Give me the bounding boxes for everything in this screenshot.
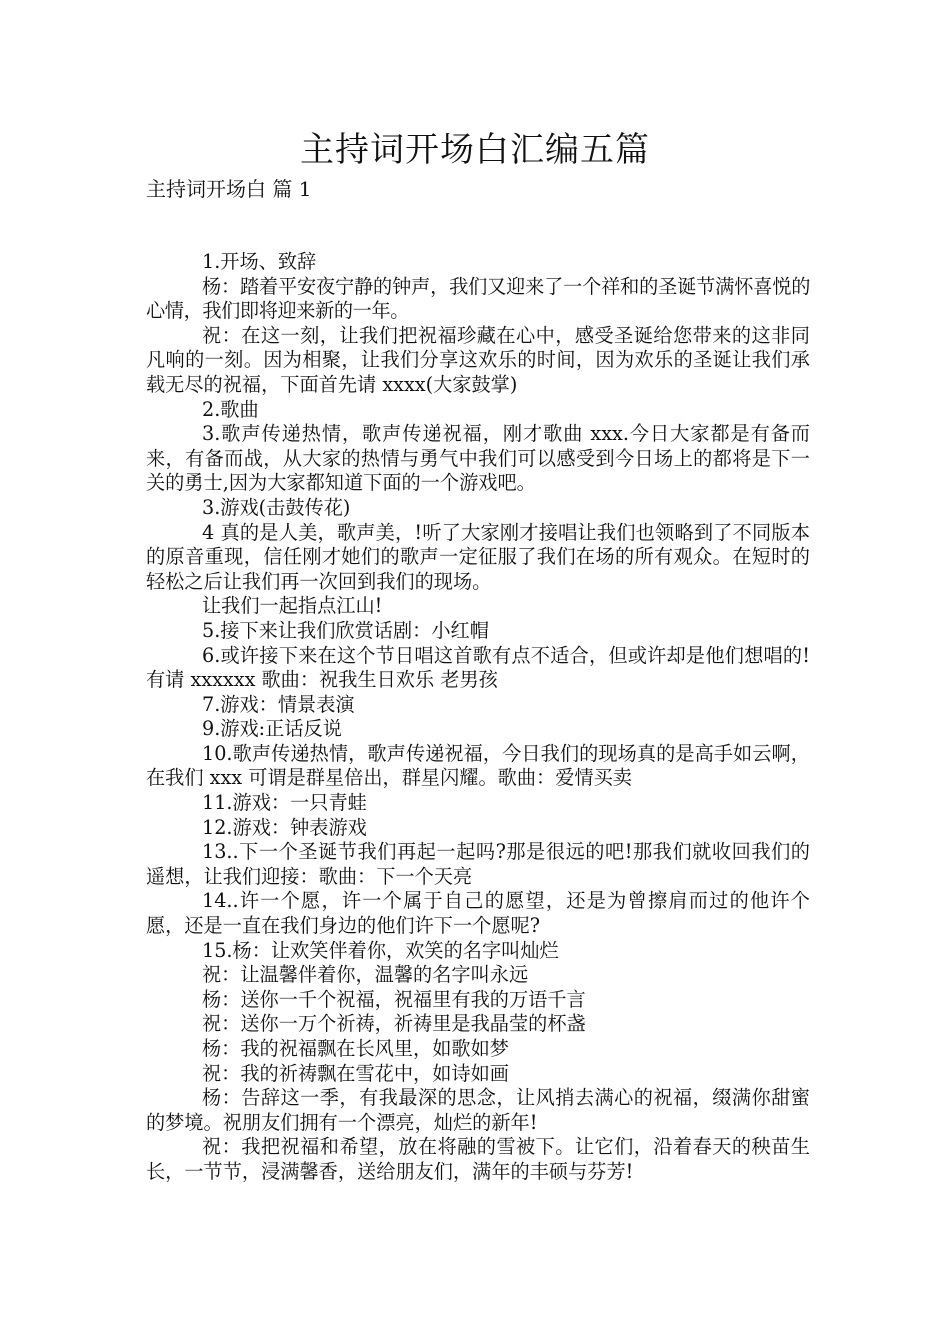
paragraph: 祝：我把祝福和希望，放在将融的雪被下。让它们，沿着春天的秧苗生长，一节节，浸满馨香，送给朋友们，满年的丰硕与芬芳! [146, 1135, 810, 1183]
paragraph: 11.游戏：一只青蛙 [202, 791, 367, 815]
paragraph: 12.游戏：钟表游戏 [202, 815, 367, 839]
paragraph: 杨：我的祝福飘在长风里，如歌如梦 [202, 1037, 509, 1060]
paragraph: 6.或许接下来在这个节日唱这首歌有点不适合，但或许却是他们想唱的!有请 xxxxxx 歌曲：祝我生日欢乐 老男孩 [146, 643, 810, 692]
paragraph: 2.歌曲 [202, 397, 259, 421]
paragraph: 5.接下来让我们欣赏话剧：小红帽 [202, 618, 489, 642]
paragraph: 4 真的是人美，歌声美，!听了大家刚才接唱让我们也领略到了不同版本的原音重现，信任刚才她们的歌声一定征服了我们在场的所有观众。在短时的轻松之后让我们再一次回到我们的现场。 [146, 520, 810, 593]
section-heading: 主持词开场白 篇 1 [146, 177, 312, 201]
paragraph: 让我们一起指点江山! [202, 594, 383, 618]
paragraph: 杨：送你一千个祝福，祝福里有我的万语千言 [202, 987, 586, 1011]
paragraph: 15.杨：让欢笑伴着你，欢笑的名字叫灿烂 [202, 938, 559, 962]
paragraph: 7.游戏：情景表演 [202, 692, 355, 716]
paragraph: 祝：让温馨伴着你，温馨的名字叫永远 [202, 963, 529, 987]
paragraph: 1.开场、致辞 [202, 250, 317, 273]
paragraph: 3.歌声传递热情，歌声传递祝福，刚才歌曲 xxx.今日大家都是有备而来，有备而战，从大家的热情与勇气中我们可以感受到今日场上的都将是下一关的勇士,因为大家都知道下面的一个游戏吧。 [146, 422, 810, 495]
paragraph: 13..下一个圣诞节我们再起一起吗?那是很远的吧!那我们就收回我们的遥想，让我们迎接：歌曲：下一个天亮 [146, 840, 810, 888]
paragraph: 3.游戏(击鼓传花) [202, 495, 351, 519]
paragraph: 10.歌声传递热情，歌声传递祝福，今日我们的现场真的是高手如云啊，在我们 xxx 可谓是群星倍出，群星闪耀。歌曲：爱情买卖 [146, 741, 810, 790]
paragraph: 祝：我的祈祷飘在雪花中，如诗如画 [202, 1061, 509, 1085]
document-title: 主持词开场白汇编五篇 [300, 130, 650, 170]
paragraph: 14..许一个愿，许一个属于自己的愿望，还是为曾擦肩而过的他许个愿，还是一直在我们身边的他们许下一个愿呢? [146, 889, 810, 938]
paragraph: 祝：在这一刻，让我们把祝福珍藏在心中，感受圣诞给您带来的这非同凡响的一刻。因为相聚，让我们分享这欢乐的时间，因为欢乐的圣诞让我们承载无尽的祝福，下面首先请 xxxx(大家鼓掌) [146, 323, 810, 396]
paragraph: 祝：送你一万个祈祷，祈祷里是我晶莹的杯盏 [202, 1012, 586, 1036]
document-body [146, 250, 810, 1185]
paragraph: 9.游戏:正话反说 [202, 717, 342, 741]
paragraph: 杨：踏着平安夜宁静的钟声，我们又迎来了一个祥和的圣诞节满怀喜悦的心情，我们即将迎来新的一年。 [146, 274, 810, 323]
paragraph: 杨：告辞这一季，有我最深的思念，让风捎去满心的祝福，缀满你甜蜜的梦境。祝朋友们拥有一个漂亮，灿烂的新年! [146, 1086, 810, 1134]
